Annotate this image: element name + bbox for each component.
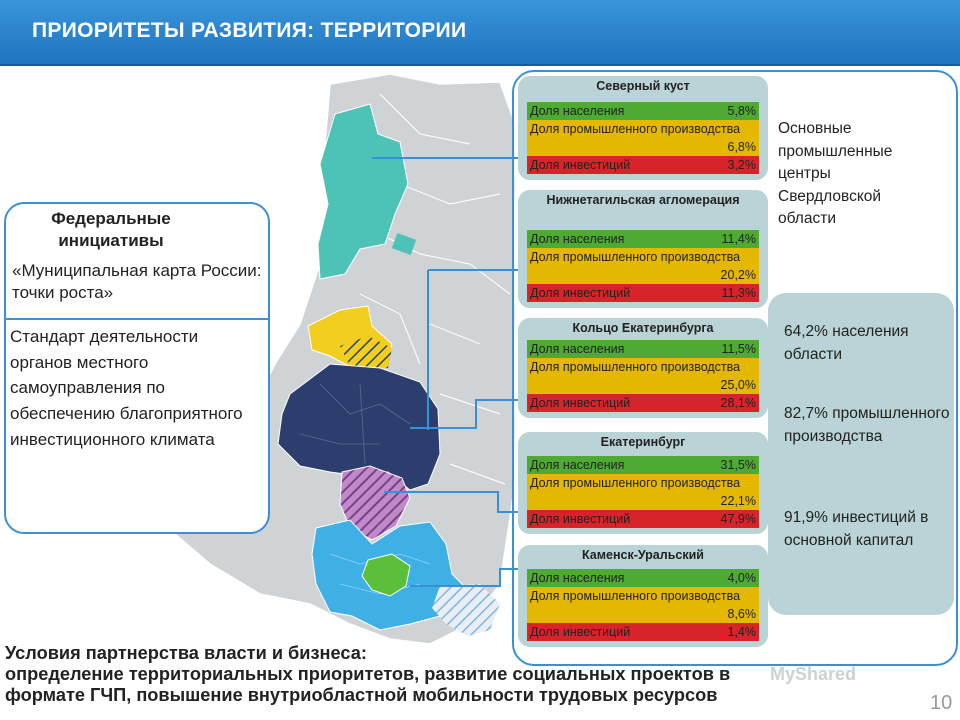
cluster-title: Северный куст	[596, 79, 690, 93]
page-title: ПРИОРИТЕТЫ РАЗВИТИЯ: ТЕРРИТОРИИ	[32, 19, 467, 42]
cluster-card	[518, 190, 768, 308]
industry-row	[527, 358, 759, 394]
investment-label: Доля инвестиций	[530, 158, 631, 172]
investment-row	[527, 394, 759, 412]
cluster-card	[518, 76, 768, 180]
investment-value: 47,9%	[720, 512, 756, 526]
population-label: Доля населения	[530, 571, 625, 585]
population-value: 11,5%	[721, 342, 756, 356]
population-row	[527, 569, 759, 587]
partnership-conditions	[5, 643, 935, 706]
industrial-centers-note: Основные промышленные центры Свердловской области	[778, 120, 893, 227]
industry-row	[527, 120, 759, 156]
industry-row	[527, 587, 759, 623]
population-value: 5,8%	[727, 104, 756, 118]
federal-subtitle: «Муниципальная карта России: точки роста»	[12, 261, 262, 302]
cluster-title: Кольцо Екатеринбурга	[572, 321, 714, 335]
investment-value: 11,3%	[721, 286, 756, 300]
investment-row	[527, 156, 759, 174]
industry-value: 25,0%	[720, 378, 756, 392]
population-label: Доля населения	[530, 232, 625, 246]
cluster-card	[518, 318, 768, 418]
industry-value: 22,1%	[720, 494, 756, 508]
investment-value: 28,1%	[720, 396, 756, 410]
industry-value: 20,2%	[720, 268, 756, 282]
stat-industry: 82,7% промышленного производства	[784, 405, 950, 445]
industry-label: Доля промышленного производства	[530, 360, 741, 374]
population-value: 31,5%	[720, 458, 756, 472]
cluster-title: Екатеринбург	[600, 435, 686, 449]
investment-row	[527, 623, 759, 641]
population-value: 11,4%	[721, 232, 756, 246]
standard-text: Стандарт деятельности органов местного самоуправления по обеспечению благоприятного инвестиционного климата	[10, 327, 243, 449]
cluster-title: Нижнетагильская агломерация	[546, 193, 740, 207]
industry-label: Доля промышленного производства	[530, 122, 741, 136]
population-row	[527, 102, 759, 120]
industry-value: 8,6%	[727, 607, 756, 621]
industry-value: 6,8%	[727, 140, 756, 154]
investment-label: Доля инвестиций	[530, 625, 631, 639]
federal-initiatives-panel	[4, 202, 270, 534]
industry-label: Доля промышленного производства	[530, 589, 741, 603]
summary-stats-panel	[768, 293, 954, 615]
partnership-line: определение территориальных приоритетов, развитие социальных проектов в	[5, 664, 731, 684]
cluster-card	[518, 545, 768, 647]
investment-value: 1,4%	[727, 625, 756, 639]
population-value: 4,0%	[727, 571, 756, 585]
partnership-line: формате ГЧП, повышение внутриобластной мобильности трудовых ресурсов	[5, 685, 718, 705]
cluster-title: Каменск-Уральский	[582, 548, 704, 562]
partnership-heading: Условия партнерства власти и бизнеса:	[5, 643, 367, 663]
population-row	[527, 230, 759, 248]
divider	[6, 318, 268, 320]
federal-title: Федеральные инициативы	[51, 209, 171, 250]
population-label: Доля населения	[530, 104, 625, 118]
investment-label: Доля инвестиций	[530, 396, 631, 410]
industry-row	[527, 248, 759, 284]
investment-label: Доля инвестиций	[530, 512, 631, 526]
investment-row	[527, 510, 759, 528]
watermark: MyShared	[770, 664, 857, 684]
page-number: 10	[930, 692, 953, 714]
investment-value: 3,2%	[727, 158, 756, 172]
industry-row	[527, 474, 759, 510]
population-row	[527, 340, 759, 358]
population-label: Доля населения	[530, 342, 625, 356]
investment-row	[527, 284, 759, 302]
header-bar	[0, 0, 960, 66]
industry-label: Доля промышленного производства	[530, 476, 741, 490]
stat-investment: 91,9% инвестиций в основной капитал	[784, 509, 929, 549]
population-label: Доля населения	[530, 458, 625, 472]
population-row	[527, 456, 759, 474]
cluster-card	[518, 432, 768, 534]
stat-population: 64,2% населения области	[784, 323, 909, 363]
industry-label: Доля промышленного производства	[530, 250, 741, 264]
investment-label: Доля инвестиций	[530, 286, 631, 300]
